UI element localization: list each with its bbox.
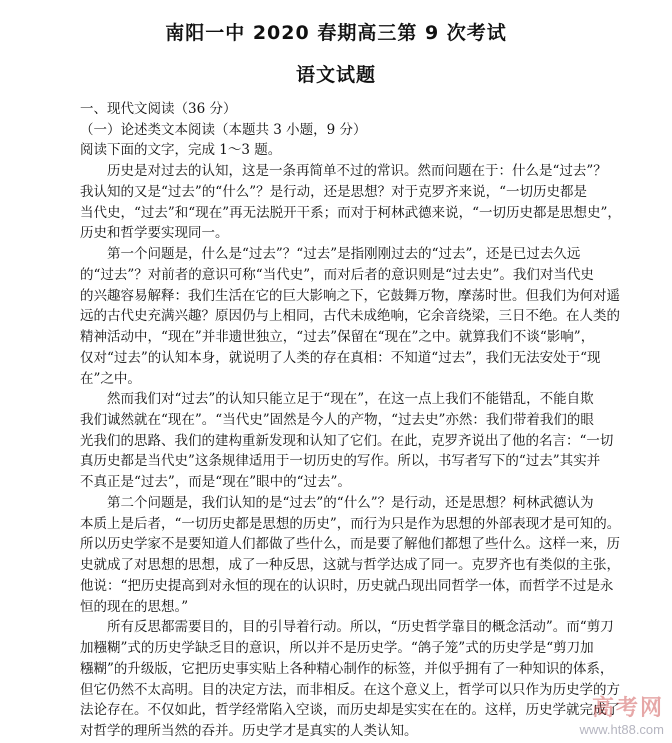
paragraph-4-line: 第二个问题是，我们认知的是“过去”的“什么”？是行动，还是思想？柯林武德认为 bbox=[107, 494, 594, 511]
paragraph-2-line: 远的古代史充满兴趣？原因仍与上相同，古代未成绝响，它余音绕梁，三日不绝。在人类的 bbox=[80, 308, 620, 325]
paragraph-1-line: 我认知的又是“过去”的“什么”？是行动，还是思想？对于克罗齐来说，“一切历史都是 bbox=[80, 183, 588, 200]
paragraph-4-line: 他说：“把历史提高到对永恒的现在的认识时，历史就凸现出同哲学一体，而哲学不过是永 bbox=[80, 577, 614, 594]
paragraph-3-line: 我们诚然就在“现在”。“当代史”固然是今人的产物，“过去史”亦然：我们带着我们的眼 bbox=[80, 412, 594, 428]
paragraph-1-line: 历史是对过去的认知，这是一条再简单不过的常识。然而问题在于：什么是“过去”？ bbox=[107, 163, 607, 180]
paragraph-5-line: 法论存在。不仅如此，哲学经常陷入空谈，而历史却是实实在在的。这样，历史学就完成了 bbox=[80, 702, 620, 719]
paragraph-3-line: 光我们的思路、我们的建构重新发现和认知了它们。在此，克罗齐说出了他的名言：“一切 bbox=[80, 432, 614, 449]
paragraph-4-line: 恒的现在的思想。” bbox=[80, 598, 189, 615]
paragraph-5-line: 但它仍然不太高明。目的决定方法，而非相反。在这个意义上，哲学可以只作为历史学的方 bbox=[80, 681, 620, 698]
paragraph-1-line: 历史和哲学要实现同一。 bbox=[80, 225, 229, 242]
paragraph-3-line: 然而我们对“过去”的认知只能立足于“现在”，在这一点上我们不能错乱，不能自欺 bbox=[107, 391, 594, 408]
paragraph-4-line: 所以历史学家不是要知道人们都做了些什么，而是要了解他们都想了些什么。这样一来，历 bbox=[80, 536, 620, 553]
paragraph-3-line: 不真正是“过去”，而是“现在”眼中的“过去”。 bbox=[80, 474, 351, 491]
paragraph-4-line: 史就成了对思想的思想，成了一种反思，这就与哲学达成了同一。克罗齐也有类似的主张， bbox=[80, 557, 620, 574]
watermark-url: www.ht88.com bbox=[579, 722, 664, 737]
watermark-brand: 高考网 bbox=[591, 695, 664, 720]
paragraph-2-line: 的“过去”？对前者的意识可称“当代史”，而对后者的意识则是“过去史”。我们对当代史 bbox=[80, 266, 594, 283]
paragraph-2-line: 在”之中。 bbox=[80, 370, 141, 387]
paragraph-5-line: 加糨糊”式的历史学缺乏目的意识，所以并不是历史学。“鸽子笼”式的历史学是“剪刀加 bbox=[80, 640, 594, 657]
paragraph-5-line: 所有反思都需要目的，目的引导着行动。所以，“历史哲学靠目的概念活动”。而“剪刀 bbox=[107, 619, 614, 636]
paragraph-2-line: 第一个问题是，什么是“过去”？“过去”是指刚刚过去的“过去”，还是已过去久远 bbox=[107, 246, 581, 263]
paragraph-5-line: 糨糊”的升级版，它把历史事实贴上各种精心制作的标签，并似乎拥有了一种知识的体系， bbox=[80, 660, 614, 677]
section-heading: 一、现代文阅读（36 分） bbox=[80, 101, 237, 117]
subsection-heading: （一）论述类文本阅读（本题共 3 小题，9 分） bbox=[80, 121, 367, 138]
paragraph-5-line: 对哲学的理所当然的吞并。历史学才是真实的人类认知。 bbox=[80, 723, 418, 739]
exam-subtitle: 语文试题 bbox=[295, 64, 376, 86]
paragraph-4-line: 本质上是后者，“一切历史都是思想的历史”，而行为只是作为思想的外部表现才是可知的。 bbox=[80, 515, 621, 532]
exam-title: 南阳一中 2020 春期高三第 9 次考试 bbox=[165, 22, 507, 44]
paragraph-2-line: 仅对“过去”的认知本身，就说明了人类的存在真相：不知道“过去”，我们无法安处于“现 bbox=[80, 349, 601, 366]
paragraph-3-line: 真历史都是当代史”这条规律适用于一切历史的写作。所以，书写者写下的“过去”其实并 bbox=[80, 453, 601, 470]
paragraph-2-line: 精神活动中，“现在”并非遗世独立，“过去”保留在“现在”之中。就算我们不谈“影响”， bbox=[80, 329, 595, 346]
instruction-line: 阅读下面的文字，完成 1～3 题。 bbox=[80, 142, 282, 159]
watermark-logo bbox=[579, 691, 664, 737]
paragraph-2-line: 的兴趣容易解释：我们生活在它的巨大影响之下，它鼓舞万物，摩荡时世。但我们为何对遥 bbox=[80, 287, 620, 304]
paragraph-1-line: 当代史，“过去”和“现在”再无法脱开干系；而对于柯林武德来说，“一切历史都是思想史”， bbox=[80, 204, 621, 221]
